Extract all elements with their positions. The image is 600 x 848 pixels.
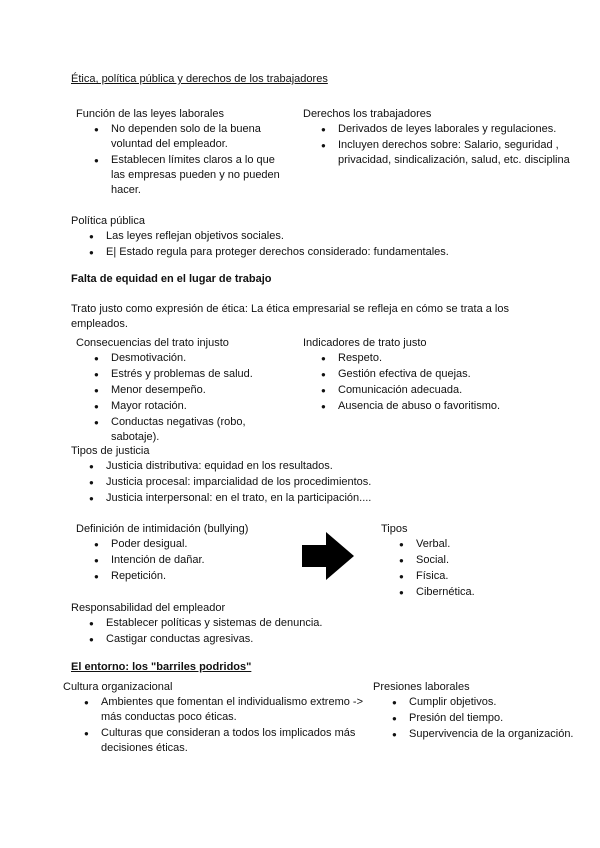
tipos-section <box>381 522 561 601</box>
list-item: ● Ausencia de abuso o favoritismo. <box>321 399 578 414</box>
list-item: ● Justicia distributiva: equidad en los resultados. <box>89 459 551 474</box>
tipos-justicia-list <box>89 459 551 506</box>
list-item: ● Ambientes que fomentan el individualismo extremo -> más conductas poco éticas. <box>84 695 363 725</box>
list-item: ● Desmotivación. <box>94 351 291 366</box>
list-item: ● Gestión efectiva de quejas. <box>321 367 578 382</box>
responsabilidad-section <box>71 601 551 648</box>
list-item: ● Mayor rotación. <box>94 399 291 414</box>
funcion-section <box>76 107 291 199</box>
intimidacion-section <box>76 522 291 585</box>
presiones-section <box>373 680 588 743</box>
indicadores-heading: Indicadores de trato justo <box>303 337 427 349</box>
tipos-justicia-heading: Tipos de justicia <box>71 445 150 457</box>
document-title: Ética, política pública y derechos de los trabajadores <box>71 73 328 85</box>
indicadores-section <box>303 336 578 415</box>
cultura-section <box>63 680 363 757</box>
list-item: ● Cibernética. <box>399 585 561 600</box>
consecuencias-heading: Consecuencias del trato injusto <box>76 337 229 349</box>
list-item: ● Justicia interpersonal: en el trato, en la participación.... <box>89 491 551 506</box>
list-item: ● Presión del tiempo. <box>392 711 588 726</box>
trato-intro: Trato justo como expresión de ética: La ética empresarial se refleja en cómo se trata a los empleados. <box>71 303 509 330</box>
right-arrow-icon <box>302 532 354 580</box>
list-item: ● Intención de dañar. <box>94 553 291 568</box>
cultura-heading: Cultura organizacional <box>63 681 173 693</box>
tipos-list <box>399 537 561 600</box>
list-item: ● E| Estado regula para proteger derechos considerado: fundamentales. <box>89 245 551 260</box>
list-item: ● Castigar conductas agresivas. <box>89 632 551 647</box>
list-item: ● No dependen solo de la buena voluntad del empleador. <box>94 122 291 152</box>
list-item: ● Derivados de leyes laborales y regulaciones. <box>321 122 578 137</box>
list-item: ● Comunicación adecuada. <box>321 383 578 398</box>
list-item: ● Incluyen derechos sobre: Salario, seguridad , privacidad, sindicalización, salud, etc. disciplina <box>321 138 578 168</box>
responsabilidad-heading: Responsabilidad del empleador <box>71 602 226 614</box>
indicadores-list <box>321 351 578 414</box>
tipos-justicia-section <box>71 444 551 507</box>
cultura-list <box>84 695 363 756</box>
tipos-heading: Tipos <box>381 523 408 535</box>
responsabilidad-list <box>89 616 551 647</box>
derechos-list <box>321 122 578 168</box>
list-item: ● Culturas que consideran a todos los implicados más decisiones éticas. <box>84 726 363 756</box>
politica-section <box>71 214 551 261</box>
funcion-list <box>94 122 291 198</box>
list-item: ● Conductas negativas (robo, sabotaje). <box>94 415 291 445</box>
politica-list <box>89 229 551 260</box>
list-item: ● Supervivencia de la organización. <box>392 727 588 742</box>
consecuencias-list <box>94 351 291 445</box>
list-item: ● Estrés y problemas de salud. <box>94 367 291 382</box>
intimidacion-list <box>94 537 291 584</box>
list-item: ● Menor desempeño. <box>94 383 291 398</box>
list-item: ● Cumplir objetivos. <box>392 695 588 710</box>
intimidacion-heading: Definición de intimidación (bullying) <box>76 523 249 535</box>
entorno-heading: El entorno: los "barriles podridos" <box>71 661 252 673</box>
list-item: ● Repetición. <box>94 569 291 584</box>
list-item: ● Social. <box>399 553 561 568</box>
presiones-list <box>392 695 588 742</box>
list-item: ● Justicia procesal: imparcialidad de los procedimientos. <box>89 475 551 490</box>
presiones-heading: Presiones laborales <box>373 681 470 693</box>
falta-heading: Falta de equidad en el lugar de trabajo <box>71 273 272 285</box>
list-item: ● Establecen límites claros a lo que las empresas pueden y no pueden hacer. <box>94 153 291 198</box>
funcion-heading: Función de las leyes laborales <box>76 108 224 120</box>
list-item: ● Las leyes reflejan objetivos sociales. <box>89 229 551 244</box>
consecuencias-section <box>76 336 291 446</box>
list-item: ● Respeto. <box>321 351 578 366</box>
list-item: ● Verbal. <box>399 537 561 552</box>
derechos-section <box>303 107 578 169</box>
list-item: ● Poder desigual. <box>94 537 291 552</box>
derechos-heading: Derechos los trabajadores <box>303 108 432 120</box>
politica-heading: Política pública <box>71 215 145 227</box>
list-item: ● Establecer políticas y sistemas de denuncia. <box>89 616 551 631</box>
list-item: ● Física. <box>399 569 561 584</box>
